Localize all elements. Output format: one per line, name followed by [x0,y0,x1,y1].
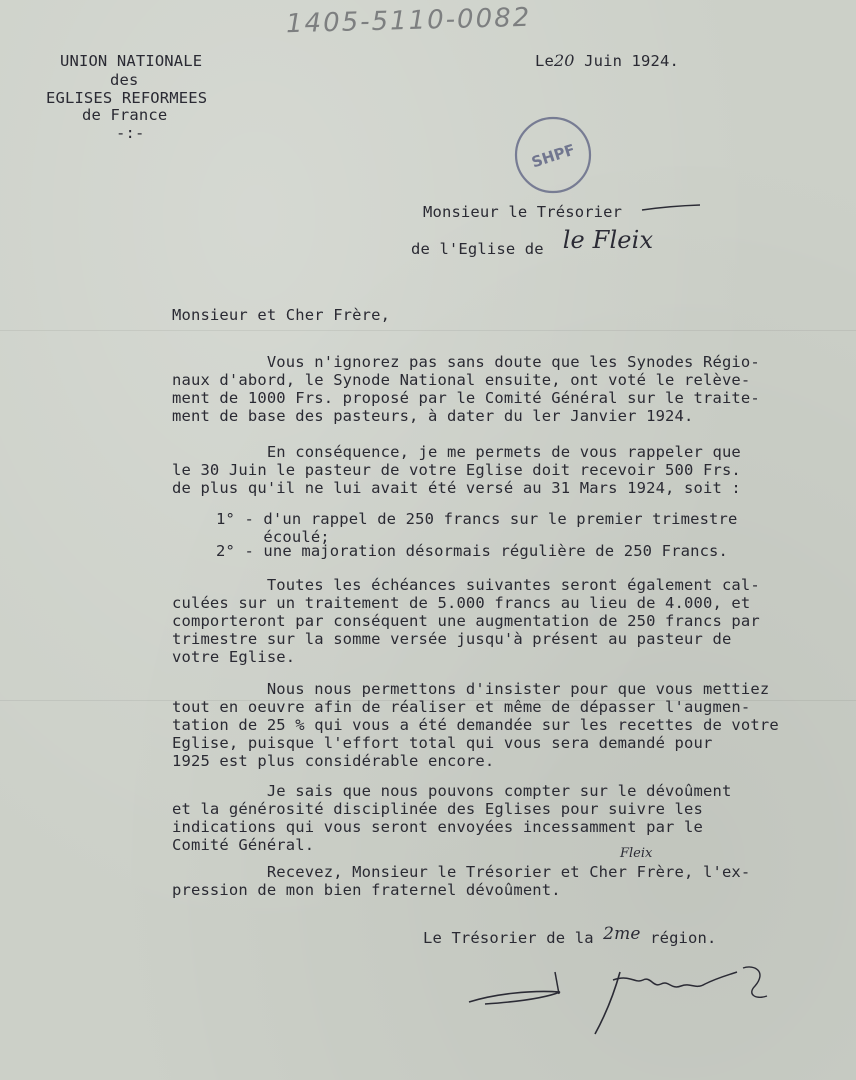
paragraph-2: En conséquence, je me permets de vous rappeler que le 30 Juin le pasteur de votre Eglise doit recevoir 500 Frs. de plus qu'il ne lui avait été versé au 31 Mars 1924, soit : [172,443,741,497]
recipient-line-1: Monsieur le Trésorier [423,203,623,221]
paragraph-5: Je sais que nous pouvons compter sur le dévoûment et la générosité disciplinée des Eglises pour suivre les indications qui vous seront envoyées incessamment par le Comité Général. [172,782,732,854]
letterhead-line-3: EGLISES REFORMEES [46,89,208,107]
handwritten-dash [640,204,702,212]
list-item-1: 1° - d'un rappel de 250 francs sur le premier trimestre écoulé; [216,510,738,546]
signature-title [423,924,717,947]
paragraph-3: Toutes les échéances suivantes seront également cal- culées sur un traitement de 5.000 francs au lieu de 4.000, et comporteront par conséquent une augmentation de 250 francs par trimestre sur la somme versée jusqu'à présent au pasteur de votre Eglise. [172,576,760,666]
handwritten-signature [455,950,785,1040]
region-number-handwritten: 2me [603,924,641,944]
signature-title-suffix: région. [650,929,717,947]
paragraph-4: Nous nous permettons d'insister pour que vous mettiez tout en oeuvre afin de réaliser et même de dépasser l'augmen- tation de 25 % qui vous a été demandée sur les recettes de votre Eglise, puisque l'effort total qui vous sera demandé pour 1925 est plus considérable encore. [172,680,779,770]
letterhead-line-1: UNION NATIONALE [60,52,203,70]
letterhead-line-4: de France [82,106,168,124]
archive-reference-number: 1405-5110-0082 [285,2,532,40]
paper-fold-line [0,330,856,331]
signature-title-prefix: Le Trésorier de la [423,929,594,947]
paragraph-6: Recevez, Monsieur le Trésorier et Cher Frère, l'ex- pression de mon bien fraternel dévoûment. [172,863,751,899]
paragraph-1-text [172,353,760,425]
date-rest: Juin 1924. [584,52,679,70]
recipient-prefix: de l'Eglise de [411,240,544,258]
church-name-handwritten: le Fleix [562,226,654,254]
date-day-handwritten: 20 [553,51,575,70]
stamp-text: SHPF [529,140,578,172]
letterhead-line-5: -:- [116,124,145,142]
letter-date [535,52,679,70]
handwritten-annotation: Fleix [620,846,653,861]
p1-content: Vous n'ignorez pas sans doute que les Synodes Régio- naux d'abord, le Synode National ensuite, ont voté le relève- ment de 1000 Frs. proposé par le Comité Général sur le traite- ment de base des pasteurs, à dater du ler Janvier 1924. [172,353,760,425]
letterhead-line-2: des [110,71,139,89]
date-prefix: Le [535,52,554,70]
archive-stamp [512,114,594,196]
list-item-2: 2° - une majoration désormais régulière de 250 Francs. [216,542,729,560]
paragraph-1 [172,353,760,425]
recipient-line-2 [411,226,654,258]
salutation: Monsieur et Cher Frère, [172,306,391,324]
